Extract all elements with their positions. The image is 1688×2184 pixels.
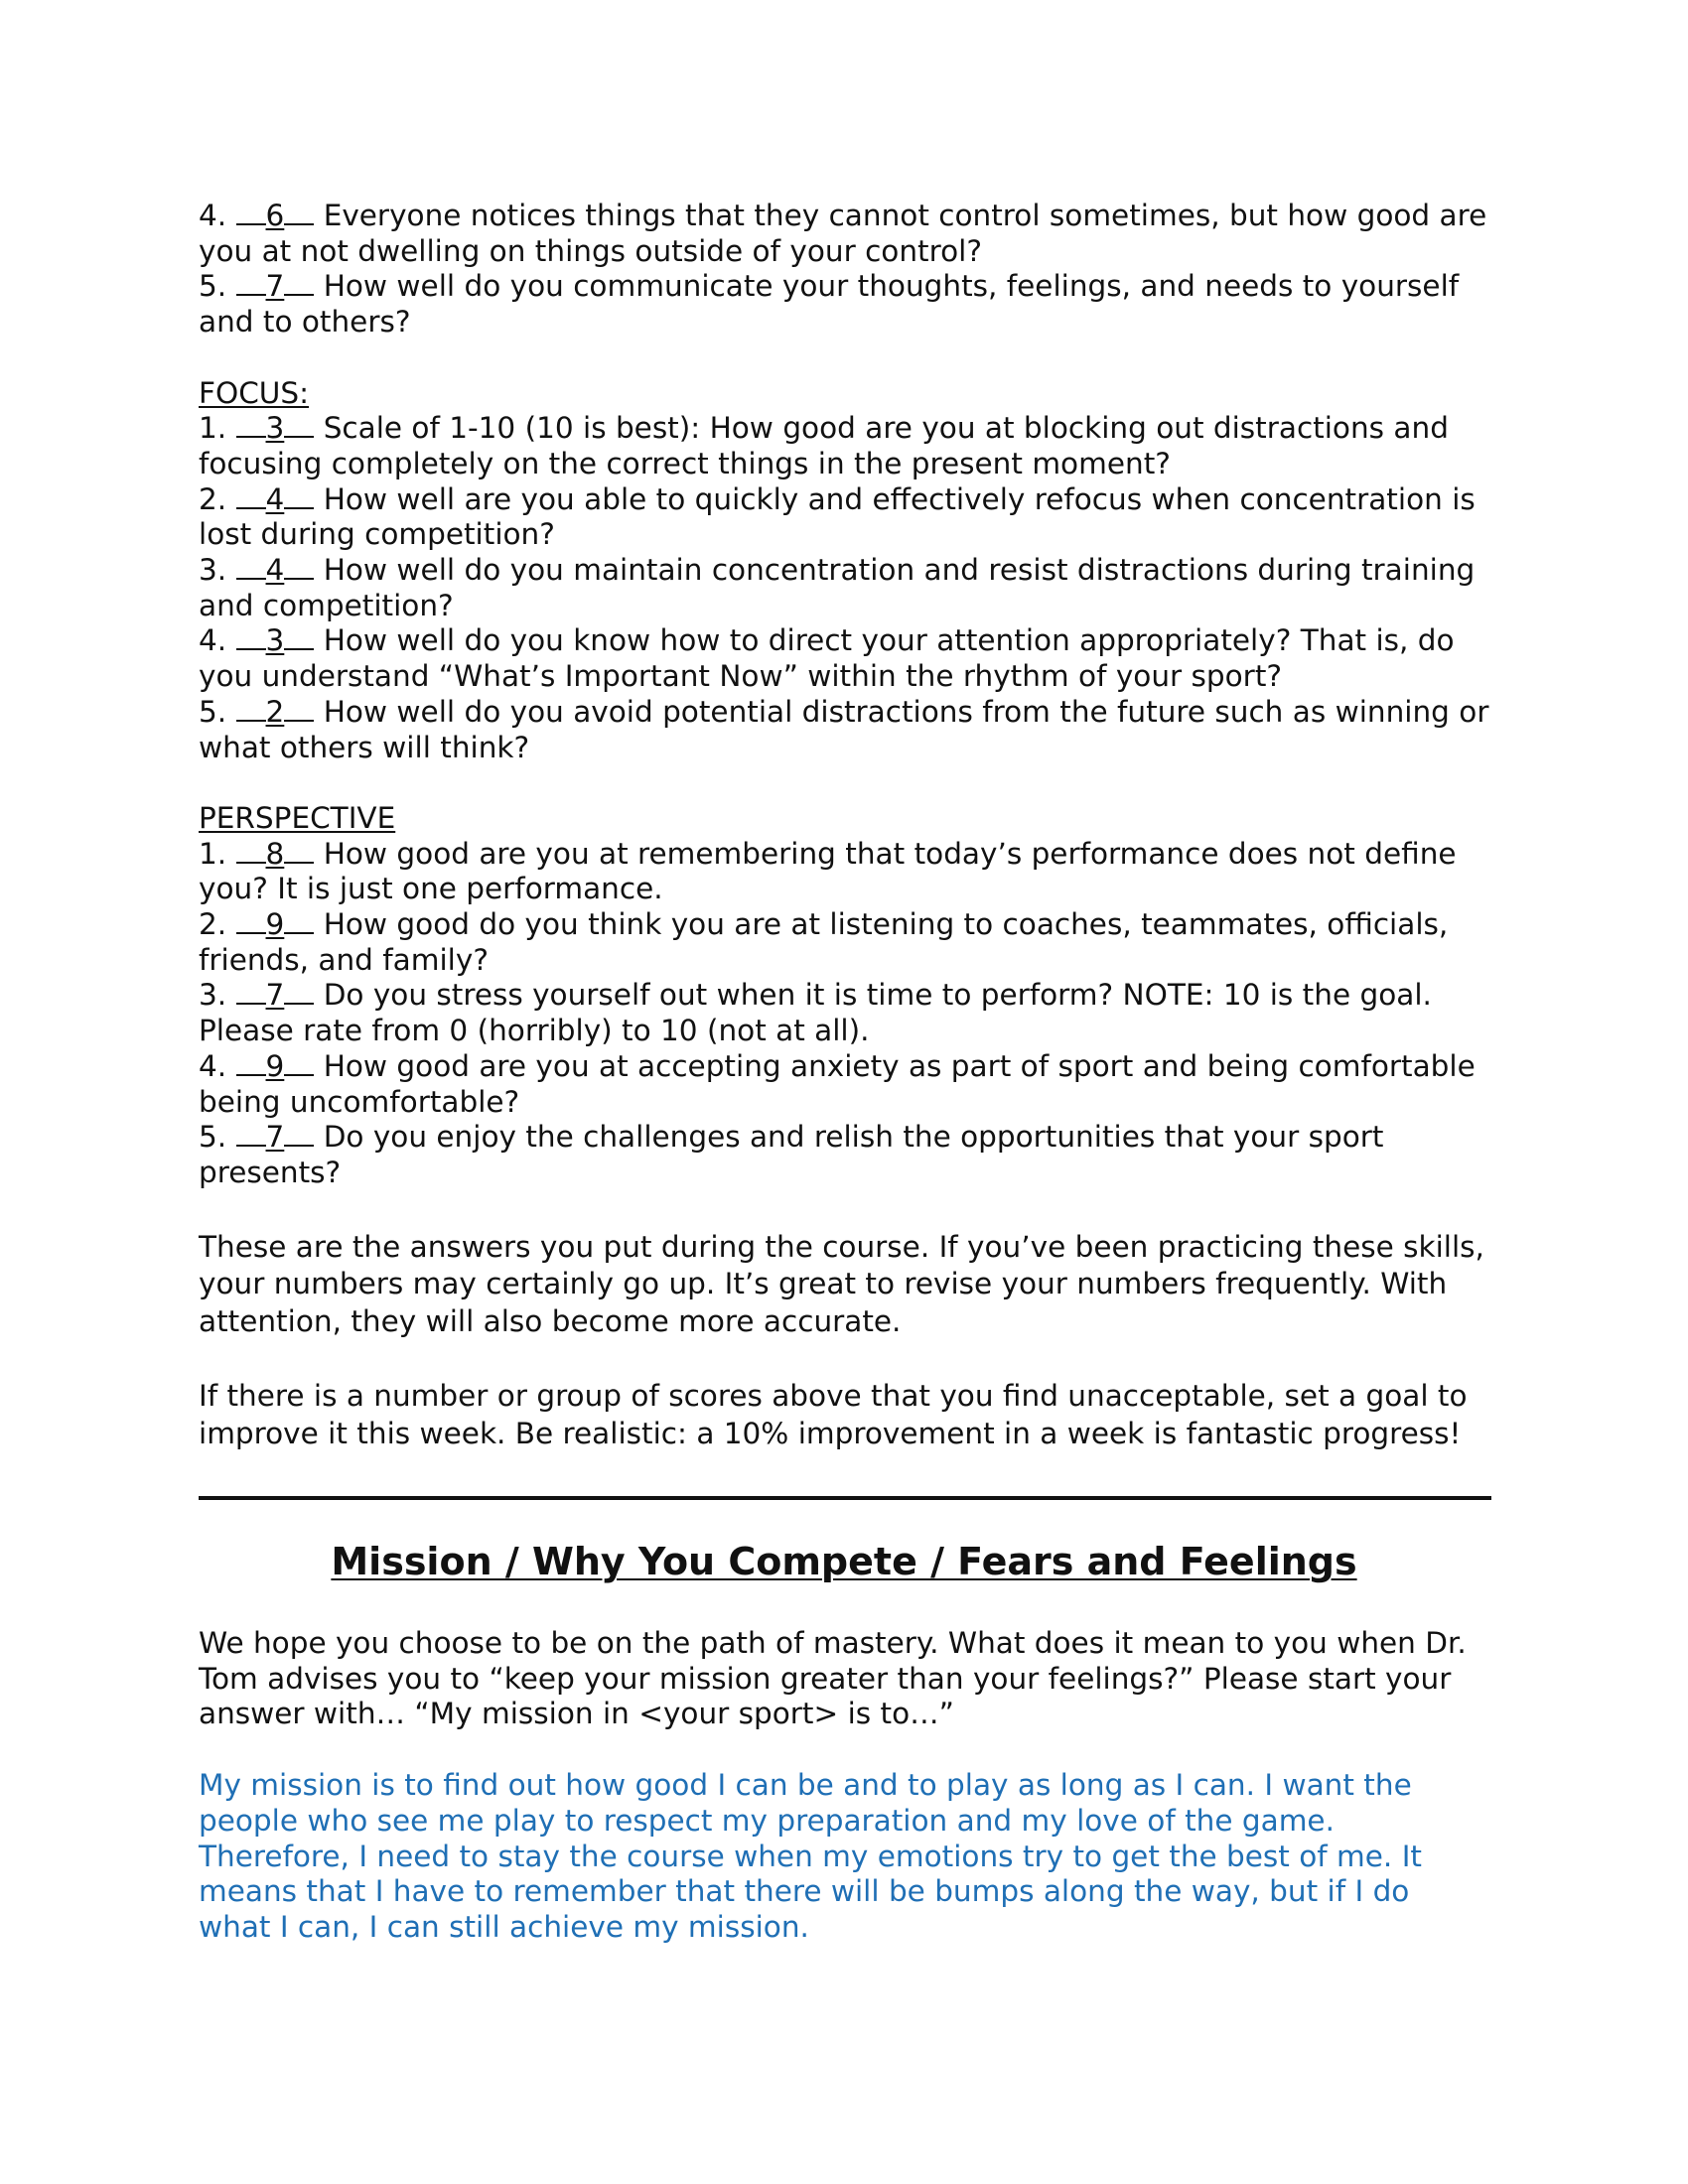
score-blank-right xyxy=(284,910,314,934)
score-value: 4 xyxy=(265,553,285,588)
question-number: 5. xyxy=(199,694,236,729)
mission-prompt: We hope you choose to be on the path of mastery. What does it mean to you when Dr. Tom advises you to “keep your mission greater than your feelings?” Please start your answer with… “My mission in <your sport> is to…” xyxy=(199,1626,1467,1731)
score-blank-left xyxy=(236,698,266,722)
question-text: How good do you think you are at listening to coaches, teammates, officials, friends, and family? xyxy=(199,907,1449,977)
score-value: 7 xyxy=(265,1120,285,1155)
question-item xyxy=(199,1049,1489,1120)
question-text: How good are you at accepting anxiety as part of sport and being comfortable being uncomfortable? xyxy=(199,1048,1476,1119)
answers-note: These are the answers you put during the course. If you’ve been practicing these skills, your numbers may certainly go up. It’s great to revise your numbers frequently. With attention, they will also become more accurate. xyxy=(199,1229,1484,1338)
question-item xyxy=(199,269,1489,340)
mission-title: Mission / Why You Compete / Fears and Feelings xyxy=(331,1540,1357,1583)
mission-section xyxy=(199,1626,1489,1946)
question-number: 4. xyxy=(199,199,236,232)
questionnaire-page xyxy=(199,199,1489,1453)
score-blank-left xyxy=(236,272,266,296)
score-blank-right xyxy=(284,485,314,509)
score-value: 3 xyxy=(265,623,285,658)
question-text: Do you enjoy the challenges and relish the opportunities that your sport presents? xyxy=(199,1120,1384,1189)
score-value: 6 xyxy=(265,199,285,232)
score-blank-right xyxy=(284,202,314,225)
perspective-heading: PERSPECTIVE xyxy=(199,800,396,835)
question-number: 2. xyxy=(199,907,236,942)
question-item xyxy=(199,1120,1489,1190)
score-blank-right xyxy=(284,1052,314,1076)
question-text: How good are you at remembering that today’s performance does not define you? It is just one performance. xyxy=(199,836,1457,906)
score-blank-left xyxy=(236,202,266,225)
score-blank-right xyxy=(284,1123,314,1147)
question-text: How well do you maintain concentration and resist distractions during training and competition? xyxy=(199,553,1476,622)
question-number: 3. xyxy=(199,553,236,588)
score-blank-right xyxy=(284,981,314,1005)
question-number: 1. xyxy=(199,836,236,871)
focus-heading: FOCUS: xyxy=(199,375,310,410)
score-value: 3 xyxy=(265,411,285,446)
question-text: How well do you communicate your thoughts, feelings, and needs to yourself and to others? xyxy=(199,269,1460,340)
score-value: 2 xyxy=(265,694,285,729)
question-text: Scale of 1-10 (10 is best): How good are you at blocking out distractions and focusing completely on the correct things in the present moment? xyxy=(199,411,1449,480)
question-text: Do you stress yourself out when it is time to perform? NOTE: 10 is the goal. Please rate from 0 (horribly) to 10 (not at all). xyxy=(199,978,1432,1048)
question-item xyxy=(199,623,1489,694)
question-item xyxy=(199,907,1489,978)
score-blank-right xyxy=(284,626,314,650)
score-value: 8 xyxy=(265,836,285,871)
question-item xyxy=(199,482,1489,553)
score-blank-right xyxy=(284,556,314,580)
spacer xyxy=(199,1732,1489,1768)
score-value: 4 xyxy=(265,481,285,516)
question-number: 5. xyxy=(199,1120,236,1155)
question-item xyxy=(199,199,1489,269)
score-blank-left xyxy=(236,626,266,650)
score-blank-left xyxy=(236,910,266,934)
question-number: 1. xyxy=(199,411,236,446)
score-blank-left xyxy=(236,1052,266,1076)
question-text: Everyone notices things that they cannot control sometimes, but how good are you at not dwelling on things outside of your control? xyxy=(199,199,1487,268)
question-item xyxy=(199,978,1489,1048)
score-blank-left xyxy=(236,1123,266,1147)
score-blank-left xyxy=(236,840,266,864)
score-blank-left xyxy=(236,556,266,580)
score-value: 9 xyxy=(265,1048,285,1083)
question-number: 4. xyxy=(199,1048,236,1083)
question-text: How well do you know how to direct your attention appropriately? That is, do you understand “What’s Important Now” within the rhythm of your sport? xyxy=(199,623,1455,694)
score-value: 7 xyxy=(265,978,285,1013)
question-number: 4. xyxy=(199,623,236,658)
question-item xyxy=(199,837,1489,907)
question-item xyxy=(199,411,1489,481)
score-blank-right xyxy=(284,840,314,864)
mission-answer: My mission is to find out how good I can be and to play as long as I can. I want the people who see me play to respect my preparation and my love of the game. Therefore, I need to stay the course when my emotions try to get the best of me. It means that I have to remember that there will be bumps along the way, but if I do what I can, I can still achieve my mission. xyxy=(199,1768,1422,1944)
score-value: 7 xyxy=(265,269,285,304)
score-blank-left xyxy=(236,981,266,1005)
question-number: 3. xyxy=(199,978,236,1013)
section-divider xyxy=(199,1496,1491,1500)
goal-note: If there is a number or group of scores above that you find unacceptable, set a goal to improve it this week. Be realistic: a 10% improvement in a week is fantastic progress! xyxy=(199,1379,1468,1451)
spacer xyxy=(199,1340,1489,1378)
question-number: 2. xyxy=(199,481,236,516)
spacer xyxy=(199,1191,1489,1229)
score-value: 9 xyxy=(265,907,285,942)
question-item xyxy=(199,553,1489,623)
score-blank-right xyxy=(284,272,314,296)
score-blank-right xyxy=(284,698,314,722)
question-item xyxy=(199,695,1489,765)
score-blank-left xyxy=(236,414,266,438)
question-text: How well do you avoid potential distractions from the future such as winning or what others will think? xyxy=(199,694,1489,764)
score-blank-right xyxy=(284,414,314,438)
score-blank-left xyxy=(236,485,266,509)
question-number: 5. xyxy=(199,269,236,304)
question-text: How well are you able to quickly and effectively refocus when concentration is lost during competition? xyxy=(199,481,1476,552)
